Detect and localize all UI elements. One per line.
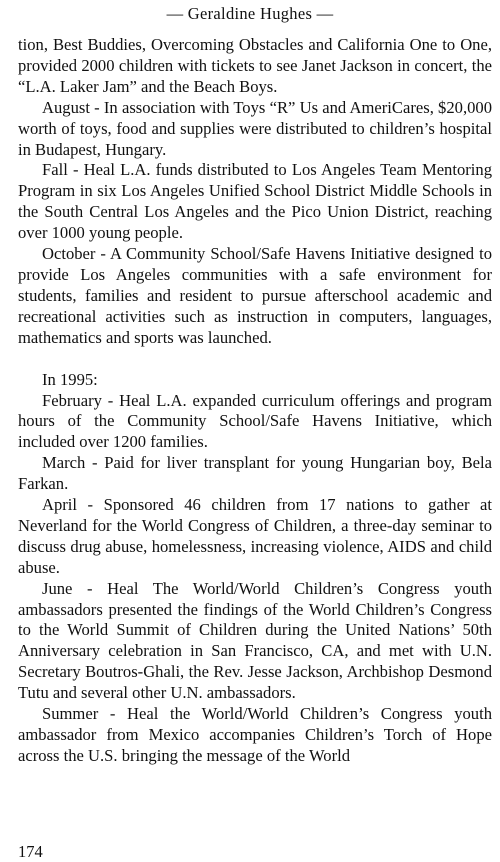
page-body — [18, 35, 492, 767]
paragraph-fall: Fall - Heal L.A. funds distributed to Los Angeles Team Mentoring Program in six Los Angeles Unified School District Middle Schools in the South Central Los Angeles and the Pico Union District, reaching over 1000 young people. — [18, 160, 492, 243]
paragraph-summer: Summer - Heal the World/World Children’s Congress youth ambassador from Mexico accompanies Children’s Torch of Hope across the U.S. bringing the message of the World — [18, 704, 492, 765]
running-head: — Geraldine Hughes — — [166, 4, 334, 23]
paragraph-october: October - A Community School/Safe Havens Initiative designed to provide Los Angeles communities with a safe environment for students, families and resident to pursue afterschool academic and recreational activities such as instruction in computers, languages, mathematics and sports was launched. — [18, 244, 492, 347]
paragraph-june: June - Heal The World/World Children’s Congress youth ambassadors presented the findings of the World Children’s Congress to the World Summit of Children during the United Nations’ 50th Anniversary celebration in San Francisco, CA, and met with U.N. Secretary Boutros-Ghali, the Rev. Jesse Jackson, Archbishop Desmond Tutu and several other U.N. ambassadors. — [18, 578, 492, 703]
paragraph-august: August - In association with Toys “R” Us and AmeriCares, $20,000 worth of toys, food and supplies were distributed to children’s hospital in Budapest, Hungary. — [18, 97, 492, 159]
year-heading-1995: In 1995: — [42, 369, 98, 389]
paragraph-april: April - Sponsored 46 children from 17 nations to gather at Neverland for the World Congress of Children, a three-day seminar to discuss drug abuse, homelessness, increasing violence, AIDS and child abuse. — [18, 495, 492, 577]
paragraph-continuation: tion, Best Buddies, Overcoming Obstacles and California One to One, provided 2000 children with tickets to see Janet Jackson in concert, the “L.A. Laker Jam” and the Beach Boys. — [18, 35, 492, 96]
paragraph-february: February - Heal L.A. expanded curriculum offerings and program hours of the Community School/Safe Havens Initiative, which included over 1200 families. — [18, 390, 492, 452]
page-number: 174 — [18, 842, 43, 861]
paragraph-march: March - Paid for liver transplant for young Hungarian boy, Bela Farkan. — [18, 453, 492, 494]
